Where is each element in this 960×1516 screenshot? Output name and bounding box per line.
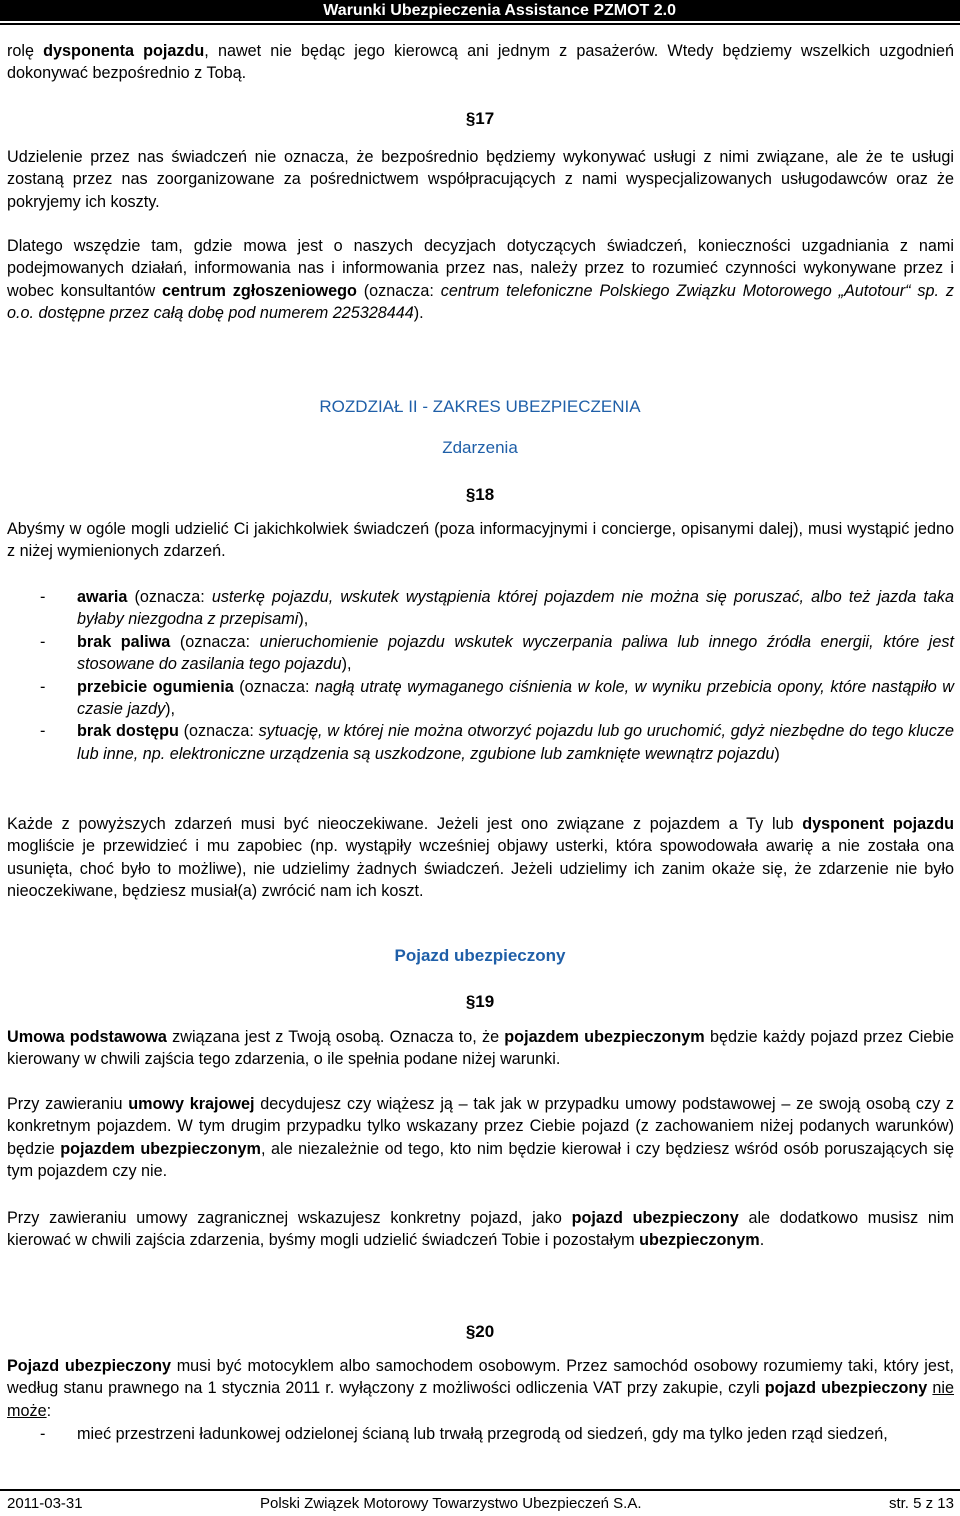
footer-organization: Polski Związek Motorowy Towarzystwo Ubezpieczeń S.A.: [260, 1495, 642, 1512]
list-item: - brak dostępu (oznacza: sytuację, w której nie można otworzyć pojazdu lub go uruchomić, gdyż niezbędne do tego klucze lub inne, np. elektroniczne urządzenia są uszkodzone, zgubione lub zamknięte wewnątrz pojazdu): [40, 722, 954, 763]
s19-paragraph-1: Umowa podstawowa związana jest z Twoją osobą. Oznacza to, że pojazdem ubezpieczonym będzie każdy pojazd przez Ciebie kierowany w chwili zajścia tego zdarzenia, o ile spełnia podane niżej warunki.: [7, 1028, 955, 1069]
s17-paragraph-2: Dlatego wszędzie tam, gdzie mowa jest o naszych decyzjach dotyczących świadczeń, konieczności uzgadniania z nami podejmowanych działań, informowania nas i informowania przez nas, należy przez to rozumieć czynności wykonywane przez i wobec konsultantów centrum zgłoszeniowego (oznacza: centrum telefoniczne Polskiego Związku Motorowego „Autotour“ sp. z o.o. dostępne przez całą dobę pod numerem 225328444).: [7, 237, 954, 323]
document-header: Warunki Ubezpieczenia Assistance PZMOT 2.0: [0, 0, 960, 21]
list-item: - przebicie ogumienia (oznacza: nagłą utratę wymaganego ciśnienia w kole, w wyniku przebicia opony, które nastąpiło w czasie jazdy),: [40, 677, 954, 719]
vehicle-subtitle: Pojazd ubezpieczony: [394, 946, 566, 965]
chapter-subtitle: Zdarzenia: [442, 438, 518, 457]
footer-page-number: str. 5 z 13: [888, 1495, 954, 1512]
s18-paragraph-1: Abyśmy w ogóle mogli udzielić Ci jakichkolwiek świadczeń (poza informacyjnymi i concierge, opisanymi dalej), musi wystąpić jedno z niżej wymienionych zdarzeń.: [7, 520, 954, 561]
intro-paragraph: rolę dysponenta pojazdu, nawet nie będąc jego kierowcą ani jednym z pasażerów. Wtedy będziemy wszelkich uzgodnień dokonywać bezpośrednio z Tobą.: [7, 42, 954, 83]
s17-paragraph-1: Udzielenie przez nas świadczeń nie oznacza, że bezpośrednio będziemy wykonywać usługi z nimi związane, ale że te usługi zostaną przez nas zoorganizowane za pośrednictwem współpracujących z nami wyspecjalizowanych usługodawców oraz że pokryjemy ich koszty.: [7, 148, 954, 211]
s20-list: [7, 1423, 954, 1445]
section-17-heading: §17: [465, 109, 495, 128]
list-item: - brak paliwa (oznacza: unieruchomienie pojazdu wskutek wyczerpania paliwa lub innego źródła energii, które jest stosowane do zasilania tego pojazdu),: [40, 632, 954, 674]
list-item: - awaria (oznacza: usterkę pojazdu, wskutek wystąpienia której pojazdem nie można się poruszać, albo też jazda taka byłaby niezgodna z przepisami),: [40, 588, 954, 629]
s18-paragraph-2: Każde z powyższych zdarzeń musi być nieoczekiwane. Jeżeli jest ono związane z pojazdem a Ty lub dysponent pojazdu mogliście je przewidzieć i mu zapobiec (np. wystąpiły wcześniej objawy usterki, która spowodowała awarię a nie została ona usunięta, choć było to możliwe), nie udzielimy żadnych świadczeń. Jeżeli udzielimy ich zanim okaże się, że zdarzenie nie było nieoczekiwane, będziesz musiał(a) zwrócić nam ich koszt.: [7, 815, 954, 901]
section-18-heading: §18: [465, 485, 495, 504]
chapter-title: ROZDZIAŁ II - ZAKRES UBEZPIECZENIA: [319, 397, 641, 416]
footer-date: 2011-03-31: [7, 1495, 83, 1512]
s20-paragraph-1: Pojazd ubezpieczony musi być motocyklem albo samochodem osobowym. Przez samochód osobowy rozumiemy taki, który jest, według stanu prawnego na 1 stycznia 2011 r. wyłączony z możliwości odliczenia VAT przy zakupie, czyli pojazd ubezpieczony nie może:: [7, 1357, 955, 1420]
list-item: - mieć przestrzeni ładunkowej odzielonej ścianą lub trwałą przegrodą od siedzeń, gdy ma tylko jeden rząd siedzeń,: [40, 1425, 888, 1443]
section-20-heading: §20: [465, 1322, 495, 1341]
event-list: [7, 586, 954, 765]
header-rule: [0, 23, 960, 25]
footer-rule: [0, 1489, 960, 1491]
section-19-heading: §19: [465, 992, 495, 1011]
s19-paragraph-2: Przy zawieraniu umowy krajowej decydujesz czy wiążesz ją – tak jak w przypadku umowy podstawowej – ze swoją osobą czy z konkretnym pojazdem. W tym drugim przypadku tylko wskazany przez Ciebie pojazd (z zachowaniem niżej podanych warunków) będzie pojazdem ubezpieczonym, ale niezależnie od tego, kto nim będzie kierował i czy będziesz wśród osób poruszających się tym pojazdem czy nie.: [7, 1095, 954, 1181]
s19-paragraph-3: Przy zawieraniu umowy zagranicznej wskazujesz konkretny pojazd, jako pojazd ubezpieczony ale dodatkowo musisz nim kierować w chwili zajścia zdarzenia, byśmy mogli udzielić świadczeń Tobie i pozostałym ubezpieczonym.: [7, 1209, 954, 1250]
